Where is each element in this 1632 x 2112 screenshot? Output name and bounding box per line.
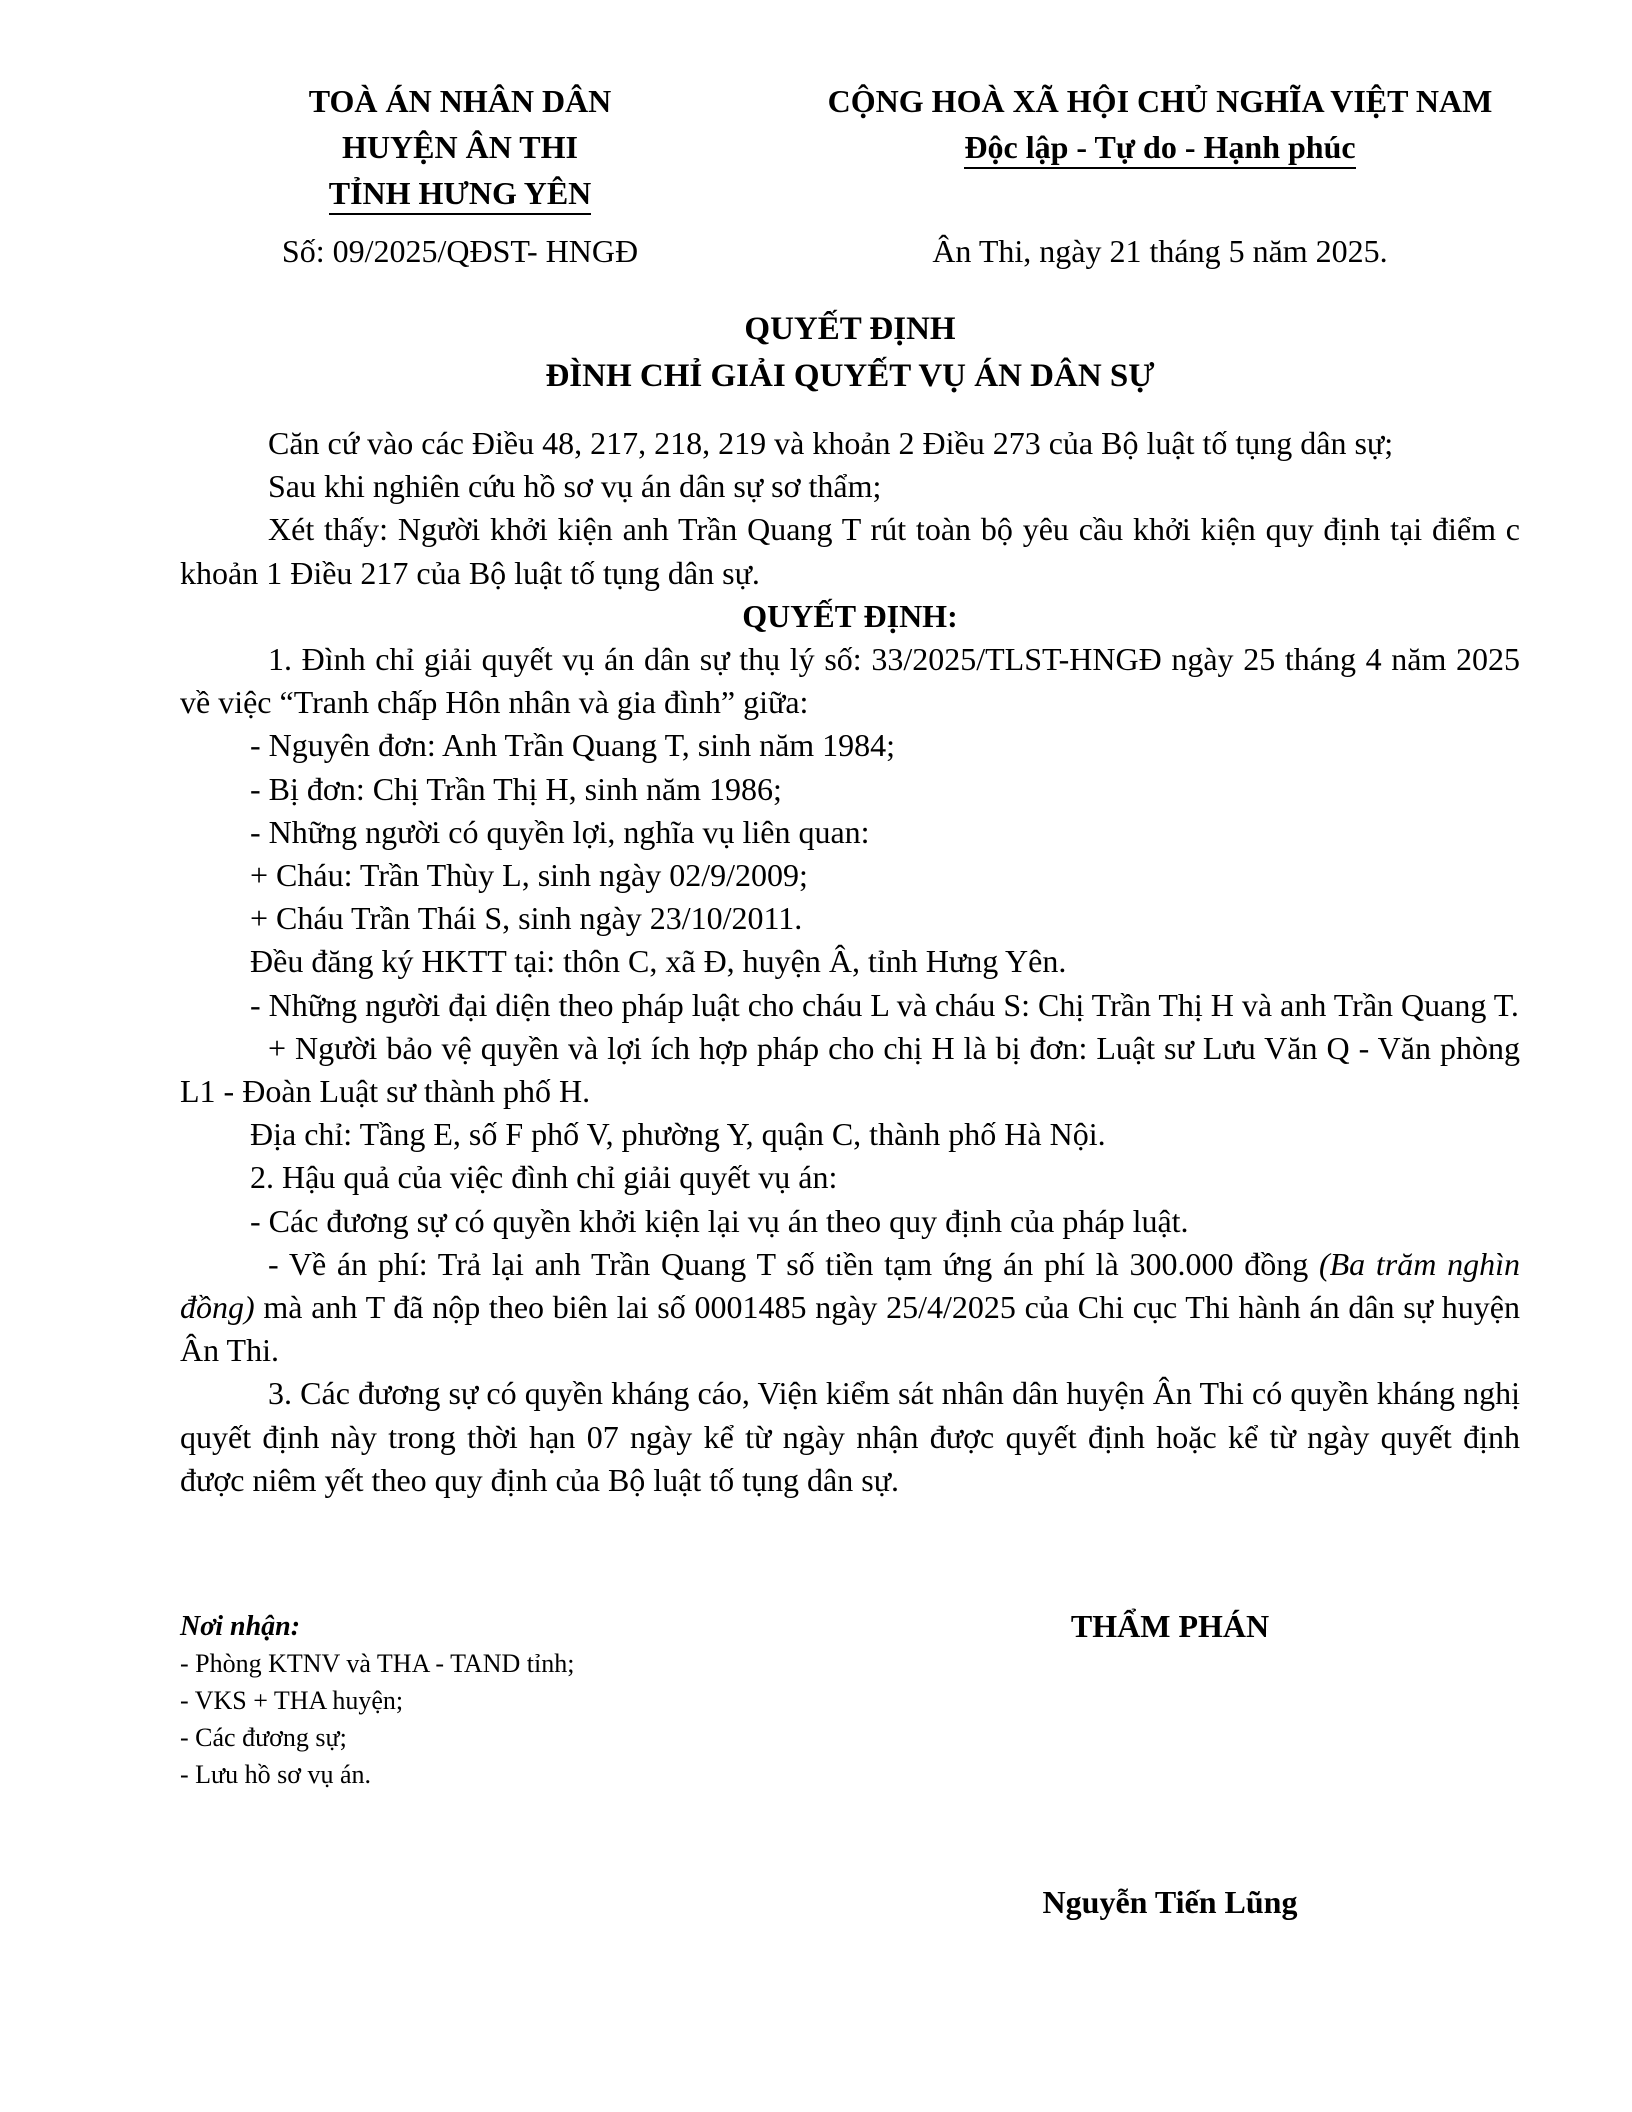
recipient-item: - Lưu hồ sơ vụ án. [180,1760,372,1789]
recipient-item: - Các đương sự; [180,1723,347,1752]
nation-name: CỘNG HOÀ XÃ HỘI CHỦ NGHĨA VIỆT NAM [827,83,1493,119]
recipient-item: - Phòng KTNV và THA - TAND tỉnh; [180,1649,575,1678]
national-header [740,78,1580,170]
paragraph-item-1: 1. Đình chỉ giải quyết vụ án dân sự thụ lý số: 33/2025/TLST-HNGĐ ngày 25 tháng 4 năm 2025 về việc “Tranh chấp Hôn nhân và gia đình” giữa: [180,641,1520,721]
paragraph-fees [180,1243,1520,1373]
court-header [240,78,680,216]
decision-number: Số: 09/2025/QĐST- HNGĐ [281,233,639,269]
paragraph-plaintiff: - Nguyên đơn: Anh Trần Quang T, sinh năm 1984; [250,727,896,764]
paragraph-child-s: + Cháu Trần Thái S, sinh ngày 23/10/2011. [250,900,803,937]
recipients-title: Nơi nhận: [180,1611,301,1642]
paragraph-defendant: - Bị đơn: Chị Trần Thị H, sinh năm 1986; [250,770,782,807]
issue-date: Ân Thi, ngày 21 tháng 5 năm 2025. [932,233,1388,269]
paragraph-lawyer: + Người bảo vệ quyền và lợi ích hợp pháp cho chị H là bị đơn: Luật sư Lưu Văn Q - Văn phòng L1 - Đoàn Luật sư thành phố H. [180,1029,1520,1110]
title-line-2: ĐÌNH CHỈ GIẢI QUYẾT VỤ ÁN DÂN SỰ [545,358,1155,394]
signer-role: THẨM PHÁN [1070,1608,1270,1644]
paragraph-review: Sau khi nghiên cứu hồ sơ vụ án dân sự sơ thẩm; [268,468,882,505]
paragraph-registration: Đều đăng ký HKTT tại: thôn C, xã Đ, huyện Â, tỉnh Hưng Yên. [250,943,1067,980]
recipients-block [180,1608,780,1793]
document-body [180,422,1520,1502]
court-name: TOÀ ÁN NHÂN DÂN [308,83,612,119]
court-district: HUYỆN ÂN THI [342,129,578,165]
court-province: TỈNH HƯNG YÊN [329,173,592,215]
title-line-1: QUYẾT ĐỊNH [744,311,956,347]
paragraph-address: Địa chỉ: Tầng E, số F phố V, phường Y, quận C, thành phố Hà Nội. [250,1116,1106,1153]
signer-name: Nguyễn Tiến Lũng [1042,1884,1298,1920]
fees-text-a: - Về án phí: Trả lại anh Trần Quang T số tiền tạm ứng án phí là 300.000 đồng [268,1245,1319,1282]
national-motto: Độc lập - Tự do - Hạnh phúc [964,127,1355,169]
paragraph-item-3: 3. Các đương sự có quyền kháng cáo, Viện kiểm sát nhân dân huyện Ân Thi có quyền kháng nghị quyết định này trong thời hạn 07 ngày kể từ ngày nhận được quyết định hoặc kể từ ngày quyết định được niêm yết theo quy định của Bộ luật tố tụng dân sự. [180,1375,1520,1498]
paragraph-legal-basis: Căn cứ vào các Điều 48, 217, 218, 219 và khoản 2 Điều 273 của Bộ luật tố tụng dân sự; [268,425,1394,461]
fees-text-c: mà anh T đã nộp theo biên lai số 0001485 ngày 25/4/2025 của Chi cục Thi hành án dân sự huyện Ân Thi. [180,1289,1520,1369]
paragraph-child-l: + Cháu: Trần Thùy L, sinh ngày 02/9/2009; [250,857,808,894]
paragraph-item-2: 2. Hậu quả của việc đình chỉ giải quyết vụ án: [250,1159,838,1196]
document-title [180,306,1520,400]
recipient-item: - VKS + THA huyện; [180,1686,404,1715]
paragraph-rights: - Các đương sự có quyền khởi kiện lại vụ án theo quy định của pháp luật. [250,1202,1189,1239]
paragraph-finding: Xét thấy: Người khởi kiện anh Trần Quang T rút toàn bộ yêu cầu khởi kiện quy định tại điểm c khoản 1 Điều 217 của Bộ luật tố tụng dân sự. [180,511,1520,591]
paragraph-representatives: - Những người đại diện theo pháp luật cho cháu L và cháu S: Chị Trần Thị H và anh Trần Quang T. [250,986,1519,1023]
paragraph-related-parties: - Những người có quyền lợi, nghĩa vụ liên quan: [250,813,870,850]
decision-heading: QUYẾT ĐỊNH: [742,597,958,634]
fees-text-italic: (Ba trăm nghìn đồng) [180,1245,1521,1326]
